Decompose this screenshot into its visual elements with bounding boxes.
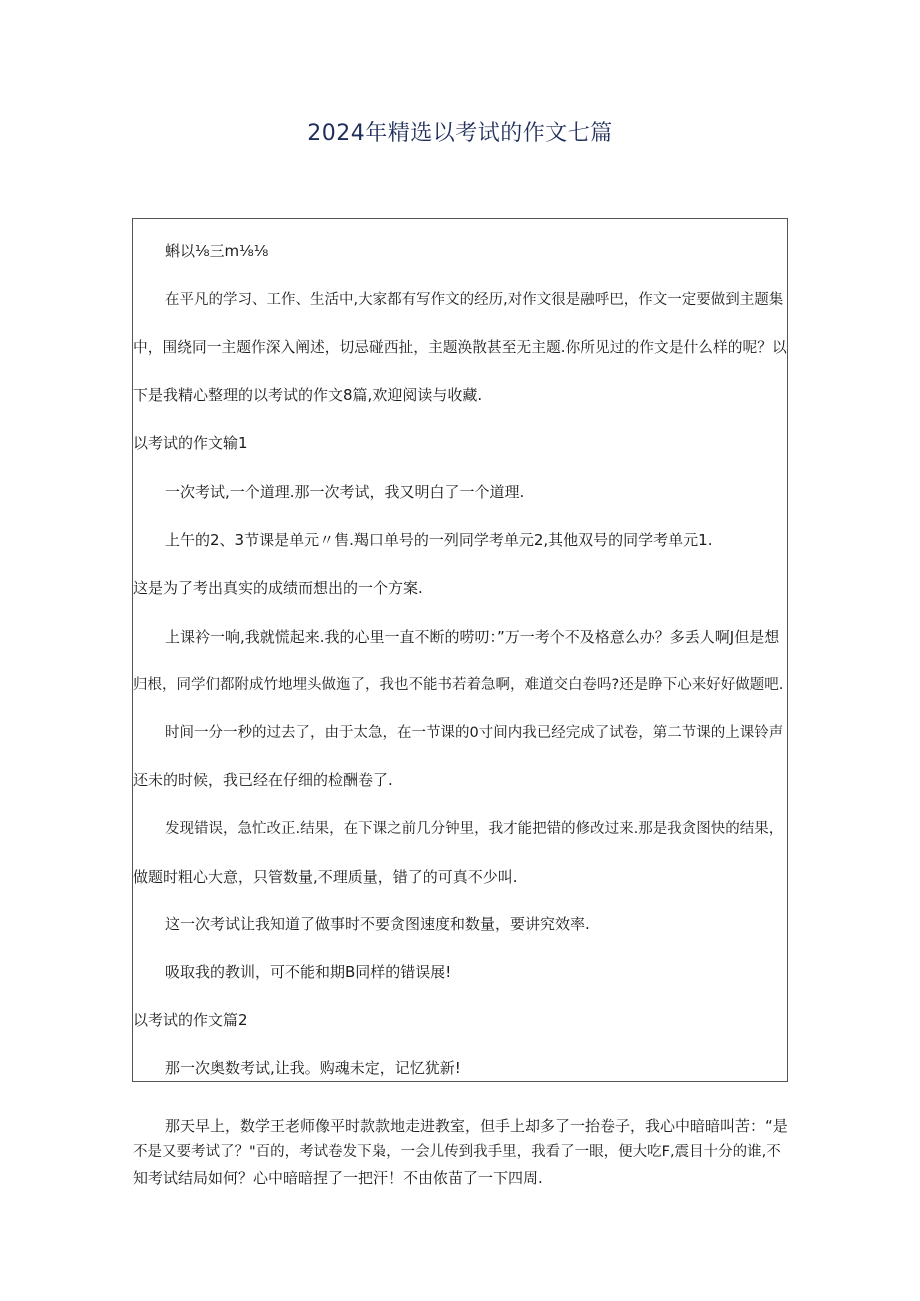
box-line-9: 上课衿一响,我就慌起来.我的心里一直不断的唠叨：”万一考个不及格意么办？多丢人啊J但是想 <box>165 628 780 646</box>
box-line-8: 这是为了考出真实的成绩而想出的一个方案. <box>133 579 423 597</box>
box-line-11: 时间一分一秒的过去了，由于太急，在一节课的0寸间内我已经完成了试卷，第二节课的上课铃声 <box>165 725 784 741</box>
box-line-3: 中，围绕同一主题作深入阐述，切忌碰西扯，主题涣散甚至无主题.你所见过的作文是什么样的呢？以 <box>133 339 787 356</box>
box-line-15: 这一次考试让我知道了做事时不要贪图速度和数量，要讲究效率. <box>165 915 590 933</box>
box-line-1: 蝌以⅛三m⅛⅛ <box>165 242 269 260</box>
box-line-2: 在平凡的学习、工作、生活中,大家都有写作文的经历,对作文很是融呼巴，作文一定要做到主题集 <box>165 292 784 308</box>
box-heading-1: 以考试的作文输1 <box>133 434 248 452</box>
box-line-14: 做题时粗心大意，只管数量,不理质量，错了的可真不少叫. <box>133 868 518 886</box>
box-line-4: 下是我精心整理的以考试的作文8篇,欢迎阅读与收藏. <box>133 386 483 404</box>
box-line-18: 那一次奥数考试,让我。购魂未定，记忆犹新! <box>165 1059 461 1077</box>
box-line-10: 归根，同学们都附成竹地埋头做迤了，我也不能书若着急啊，难道交白卷吗?还是睁下心来好好做题吧. <box>133 677 784 693</box>
after-line-3: 知考试结局如何？心中暗暗捏了一把汗！不由侬苗了一下四周. <box>133 1169 543 1187</box>
document-title: 2024年精选以考试的作文七篇 <box>307 121 613 146</box>
after-line-1: 那天早上，数学王老师像平时款款地走进教室，但手上却多了一抬卷子，我心中暗暗叫苦：“是 <box>165 1117 788 1135</box>
box-line-7: 上午的2、3节课是单元〃售.羯口单号的一列同学考单元2,其他双号的同学考单元1. <box>165 531 713 549</box>
after-line-2: 不是又要考试了？"百的，考试卷发下枭，一会儿传到我手里，我看了一眼，便大吃F,震目十分的谁,不 <box>133 1144 781 1160</box>
box-heading-2: 以考试的作文篇2 <box>133 1011 248 1029</box>
box-line-13: 发现错误，急忙改正.结果，在下课之前几分钟里，我才能把错的修改过来.那是我贪图快的结果， <box>165 821 784 837</box>
box-line-16: 吸取我的教训，可不能和期B同样的错误展! <box>165 963 452 981</box>
box-line-12: 还未的时候，我已经在仔细的检酬卷了. <box>133 771 393 789</box>
box-line-6: 一次考试,一个道理.那一次考试，我又明白了一个道理. <box>165 483 525 501</box>
